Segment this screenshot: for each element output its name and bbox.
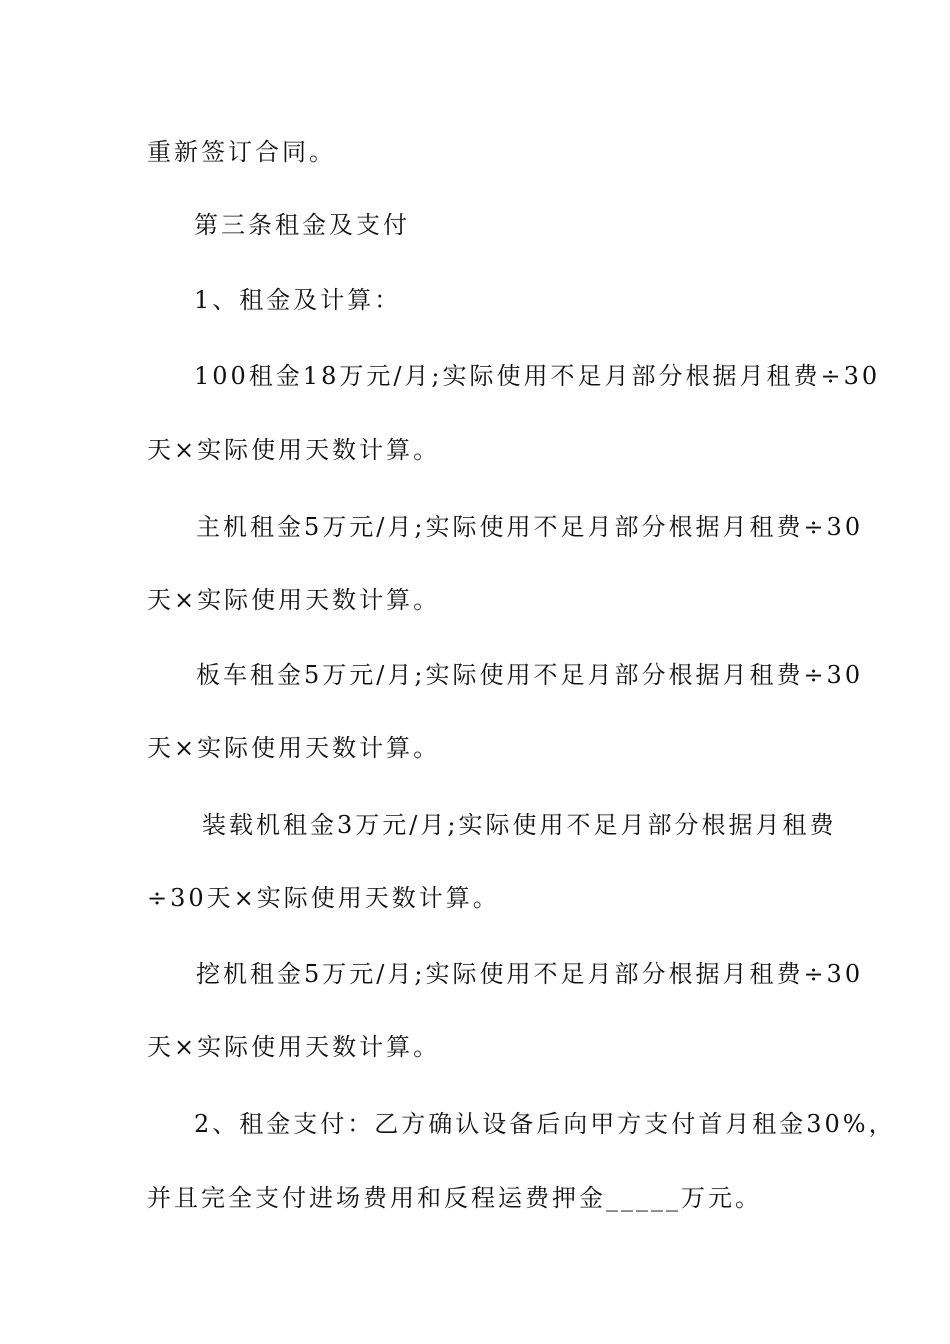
subsection-heading: 2、租金支付：乙方确认设备后向甲方支付首月租金30%， (194, 1110, 896, 1138)
section-heading: 第三条租金及支付 (194, 211, 410, 239)
paragraph-line: 天×实际使用天数计算。 (147, 436, 441, 464)
paragraph-line: 装载机租金3万元/月;实际使用不足月部分根据月租费 (202, 811, 837, 839)
paragraph-line: 天×实际使用天数计算。 (147, 734, 441, 762)
paragraph-line: 天×实际使用天数计算。 (147, 586, 441, 614)
paragraph-line: 挖机租金5万元/月;实际使用不足月部分根据月租费÷30 (196, 960, 864, 988)
subsection-heading: 1、租金及计算： (194, 286, 402, 314)
paragraph-line: 板车租金5万元/月;实际使用不足月部分根据月租费÷30 (196, 661, 864, 689)
paragraph-line: 重新签订合同。 (147, 138, 336, 166)
paragraph-line: ÷30天×实际使用天数计算。 (147, 884, 500, 912)
paragraph-line: 天×实际使用天数计算。 (147, 1033, 441, 1061)
paragraph-line: 100租金18万元/月;实际使用不足月部分根据月租费÷30 (194, 362, 881, 390)
paragraph-line: 主机租金5万元/月;实际使用不足月部分根据月租费÷30 (196, 513, 864, 541)
paragraph-line: 并且完全支付进场费用和反程运费押金_____万元。 (147, 1184, 762, 1212)
